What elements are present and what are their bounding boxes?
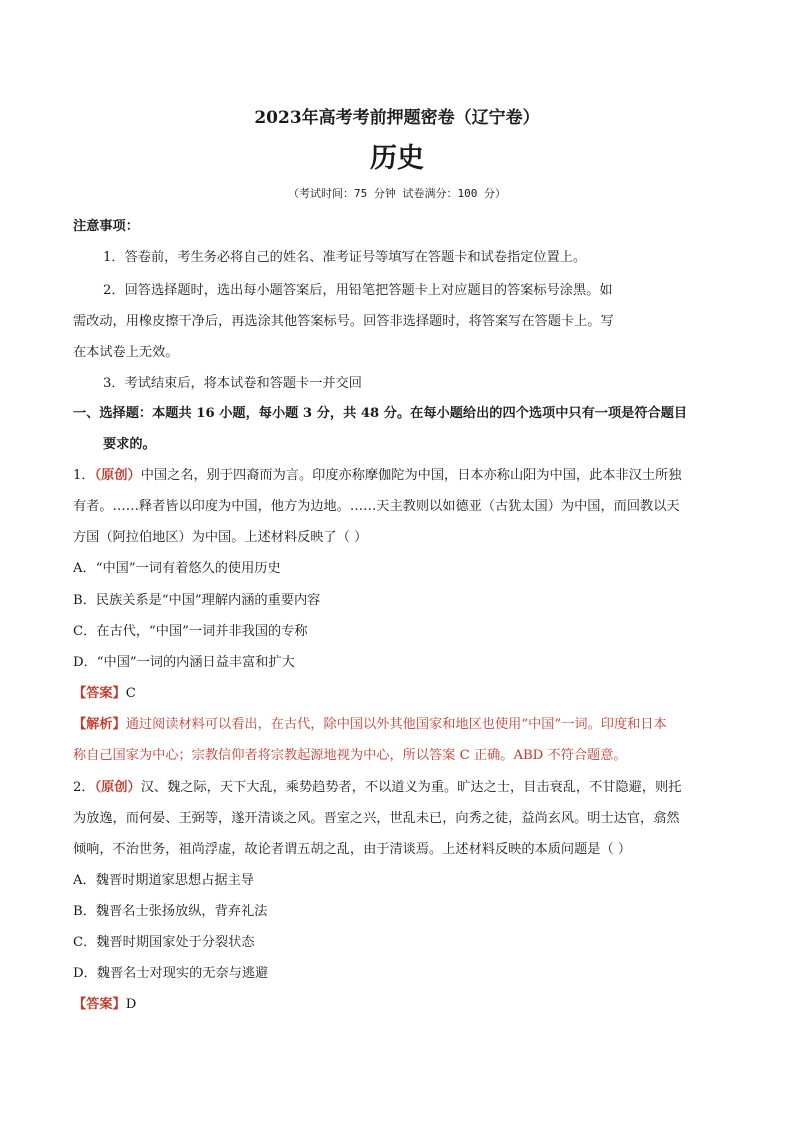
analysis-text: 通过阅读材料可以看出，在古代，除中国以外其他国家和地区也使用“中国”一词。印度和日本 [125,717,667,732]
question-number: 1． [73,468,95,483]
subject-title: 历史 [370,143,424,174]
q2-option-b: B．魏晋名士张扬放纵，背弃礼法 [73,904,268,919]
question-text: 汉、魏之际，天下大乱，乘势趋势者，不以道义为重。旷达之士，目击衰乱，不甘隐避，则托 [140,780,682,795]
original-tag: （原创） [94,780,141,795]
exam-meta: （考试时间：75 分钟 试卷满分：100 分） [288,187,506,200]
q1-option-a: A．“中国”一词有着悠久的使用历史 [73,561,281,576]
q2-option-d: D．魏晋名士对现实的无奈与逃避 [73,966,269,981]
original-tag: （原创） [94,468,141,483]
section-heading: 一、选择题：本题共 16 小题，每小题 3 分，共 48 分。在每小题给出的四个选项中只有一项是符合题目 [73,406,688,421]
q1-option-b: B．民族关系是“中国”理解内涵的重要内容 [73,593,321,608]
question-1-line-3: 方国（阿拉伯地区）为中国。上述材料反映了（ ） [73,530,368,545]
answer-tag: 【答案】 [73,997,126,1012]
section-heading-cont: 要求的。 [103,437,156,452]
exam-title: 2023年高考考前押题密卷（辽宁卷） [254,108,540,128]
question-1-line-2: 有者。……释者皆以印度为中国，他方为边地。……天主教则以如德亚（古犹太国）为中国，而回教以天 [73,499,680,514]
analysis-tag: 【解析】 [73,717,126,732]
answer-tag: 【答案】 [73,686,126,701]
answer-value: D [125,997,137,1012]
notice-heading: 注意事项： [73,219,139,234]
q1-option-c: C．在古代，“中国”一词并非我国的专称 [73,624,308,639]
question-number: 2． [73,780,95,795]
q1-analysis-line-1 [73,716,667,734]
q1-option-d: D．“中国”一词的内涵日益丰富和扩大 [73,655,295,670]
answer-value: C [125,686,136,701]
q1-answer [73,685,136,703]
question-text: 中国之名，别于四裔而为言。印度亦称摩伽陀为中国，日本亦称山阳为中国，此本非汉土所独 [140,468,682,483]
q2-option-c: C．魏晋时期国家处于分裂状态 [73,935,255,950]
question-2-line-2: 为放逸，而何晏、王弼等，遂开清谈之风。晋室之兴，世乱未已，向秀之徒，益尚玄风。明士达官，翕然 [73,811,680,826]
question-2-line-3: 倾响，不治世务，祖尚浮虚，故论者谓五胡之乱，由于清谈焉。上述材料反映的本质问题是（ ） [73,842,632,857]
q2-option-a: A．魏晋时期道家思想占据主导 [73,873,254,888]
question-1-line-1 [73,467,681,485]
notice-item-1: 1．答卷前，考生务必将自己的姓名、准考证号等填写在答题卡和试卷指定位置上。 [103,250,587,265]
notice-item-2-line-1: 2．回答选择题时，选出每小题答案后，用铅笔把答题卡上对应题目的答案标号涂黑。如 [103,283,613,298]
question-2-line-1 [73,779,681,797]
notice-item-3: 3．考试结束后，将本试卷和答题卡一并交回 [103,376,362,391]
notice-item-2-line-2: 需改动，用橡皮擦干净后，再选涂其他答案标号。回答非选择题时，将答案写在答题卡上。写 [73,314,614,329]
q1-analysis-line-2: 称自己国家为中心；宗教信仰者将宗教起源地视为中心，所以答案 C 正确。ABD 不符合题意。 [73,748,627,763]
notice-item-2-line-3: 在本试卷上无效。 [73,345,179,360]
q2-answer [73,996,136,1014]
